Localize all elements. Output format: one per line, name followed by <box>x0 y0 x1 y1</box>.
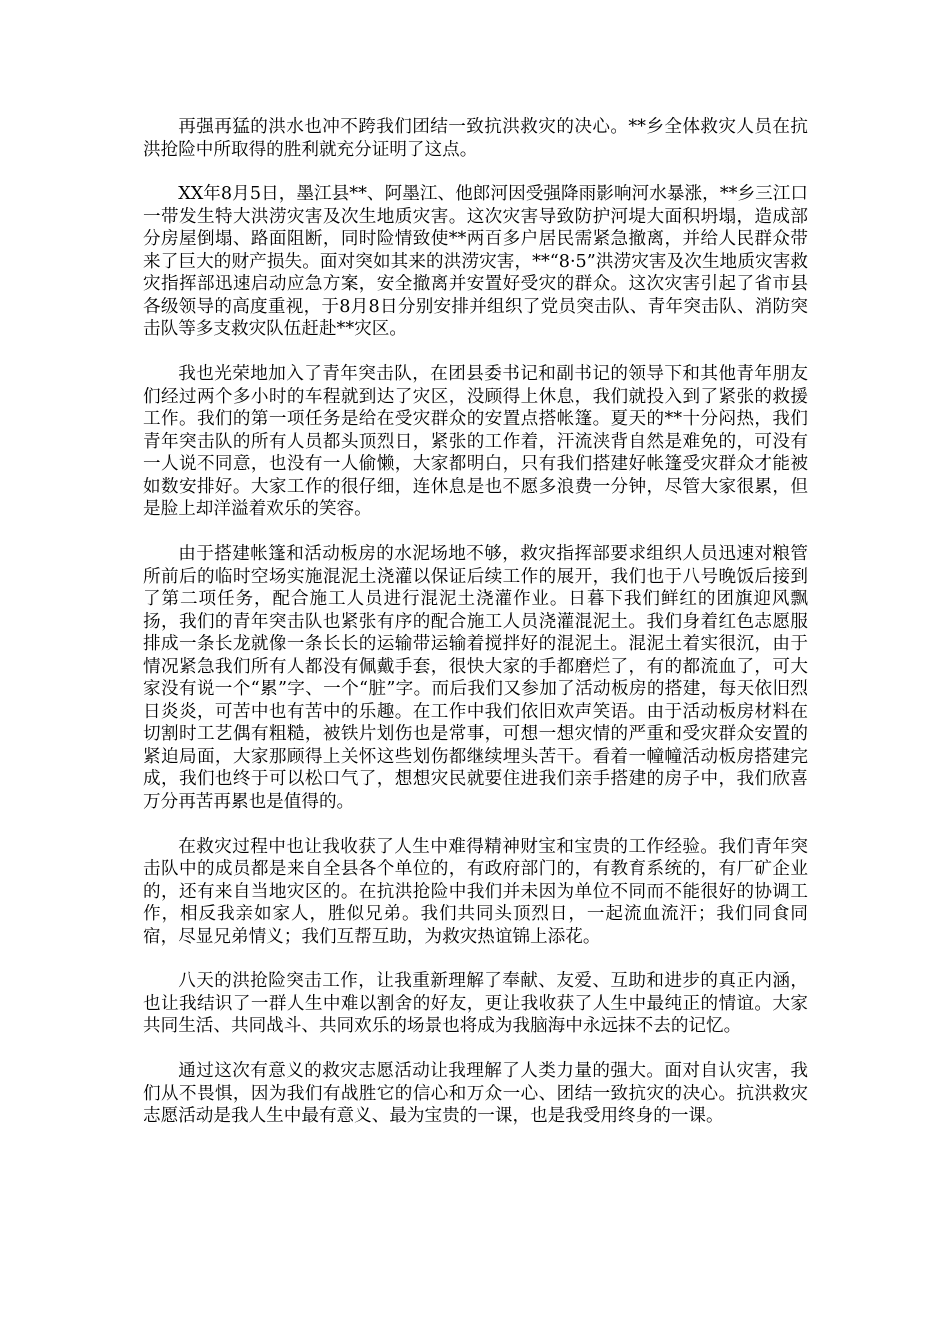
paragraph: XX年8月5日，墨江县**、阿墨江、他郎河因受强降雨影响河水暴涨，**乡三江口一带发生特大洪涝灾害及次生地质灾害。这次灾害导致防护河堤大面积坍塌，造成部分房屋倒塌、路面阻断，同时险情致使**两百多户居民需紧急撤离，并给人民群众带来了巨大的财产损失。面对突如其来的洪涝灾害，**“8·5”洪涝灾害及次生地质灾害救灾指挥部迅速启动应急方案，安全撤离并安置好受灾的群众。这次灾害引起了省市县各级领导的高度重视，于8月8日分别安排并组织了党员突击队、青年突击队、消防突击队等多支救灾队伍赶赴**灾区。 <box>143 184 808 340</box>
document-body <box>143 116 808 1150</box>
paragraph: 在救灾过程中也让我收获了人生中难得精神财宝和宝贵的工作经验。我们青年突击队中的成员都是来自全县各个单位的，有政府部门的，有教育系统的，有厂矿企业的，还有来自当地灾区的。在抗洪抢险中我们并未因为单位不同而不能很好的协调工作，相反我亲如家人，胜似兄弟。我们共同头顶烈日，一起流血流汗；我们同食同宿，尽显兄弟情义；我们互帮互助，为救灾热谊锦上添花。 <box>143 836 808 947</box>
paragraph: 我也光荣地加入了青年突击队，在团县委书记和副书记的领导下和其他青年朋友们经过两个多小时的车程就到达了灾区，没顾得上休息，我们就投入到了紧张的救援工作。我们的第一项任务是给在受灾群众的安置点搭帐篷。夏天的**十分闷热，我们青年突击队的所有人员都头顶烈日，紧张的工作着，汗流浃背自然是难免的，可没有一人说不同意，也没有一人偷懒，大家都明白，只有我们搭建好帐篷受灾群众才能被如数安排好。大家工作的很仔细，连休息是也不愿多浪费一分钟，尽管大家很累，但是脸上却洋溢着欢乐的笑容。 <box>143 364 808 520</box>
paragraph: 通过这次有意义的救灾志愿活动让我理解了人类力量的强大。面对自认灾害，我们从不畏惧，因为我们有战胜它的信心和万众一心、团结一致抗灾的决心。抗洪救灾志愿活动是我人生中最有意义、最为宝贵的一课，也是我受用终身的一课。 <box>143 1061 808 1127</box>
paragraph: 再强再猛的洪水也冲不跨我们团结一致抗洪救灾的决心。**乡全体救灾人员在抗洪抢险中所取得的胜利就充分证明了这点。 <box>143 117 808 160</box>
paragraph: 八天的洪抢险突击工作，让我重新理解了奉献、友爱、互助和进步的真正内涵，也让我结识了一群人生中难以割舍的好友，更让我收获了人生中最纯正的情谊。大家共同生活、共同战斗、共同欢乐的场景也将成为我脑海中永远抹不去的记忆。 <box>143 971 808 1037</box>
paragraph: 由于搭建帐篷和活动板房的水泥场地不够，救灾指挥部要求组织人员迅速对粮管所前后的临时空场实施混泥土浇灌以保证后续工作的展开，我们也于八号晚饭后接到了第二项任务，配合施工人员进行混泥土浇灌作业。日暮下我们鲜红的团旗迎风飘扬，我们的青年突击队也紧张有序的配合施工人员浇灌混泥土。我们身着红色志愿服排成一条长龙就像一条长长的运输带运输着搅拌好的混泥土。混泥土着实很沉，由于情况紧急我们所有人都没有佩戴手套，很快大家的手都磨烂了，有的都流血了，可大家没有说一个“累”字、一个“脏”字。而后我们又参加了活动板房的搭建，每天依旧烈日炎炎，可苦中也有苦中的乐趣。在工作中我们依旧欢声笑语。由于活动板房材料在切割时工艺偶有粗糙，被铁片划伤也是常事，可想一想灾情的严重和受灾群众安置的紧迫局面，大家那顾得上关怀这些划伤都继续埋头苦干。看着一幢幢活动板房搭建完成，我们也终于可以松口气了，想想灾民就要住进我们亲手搭建的房子中，我们欣喜万分再苦再累也是值得的。 <box>143 544 808 812</box>
